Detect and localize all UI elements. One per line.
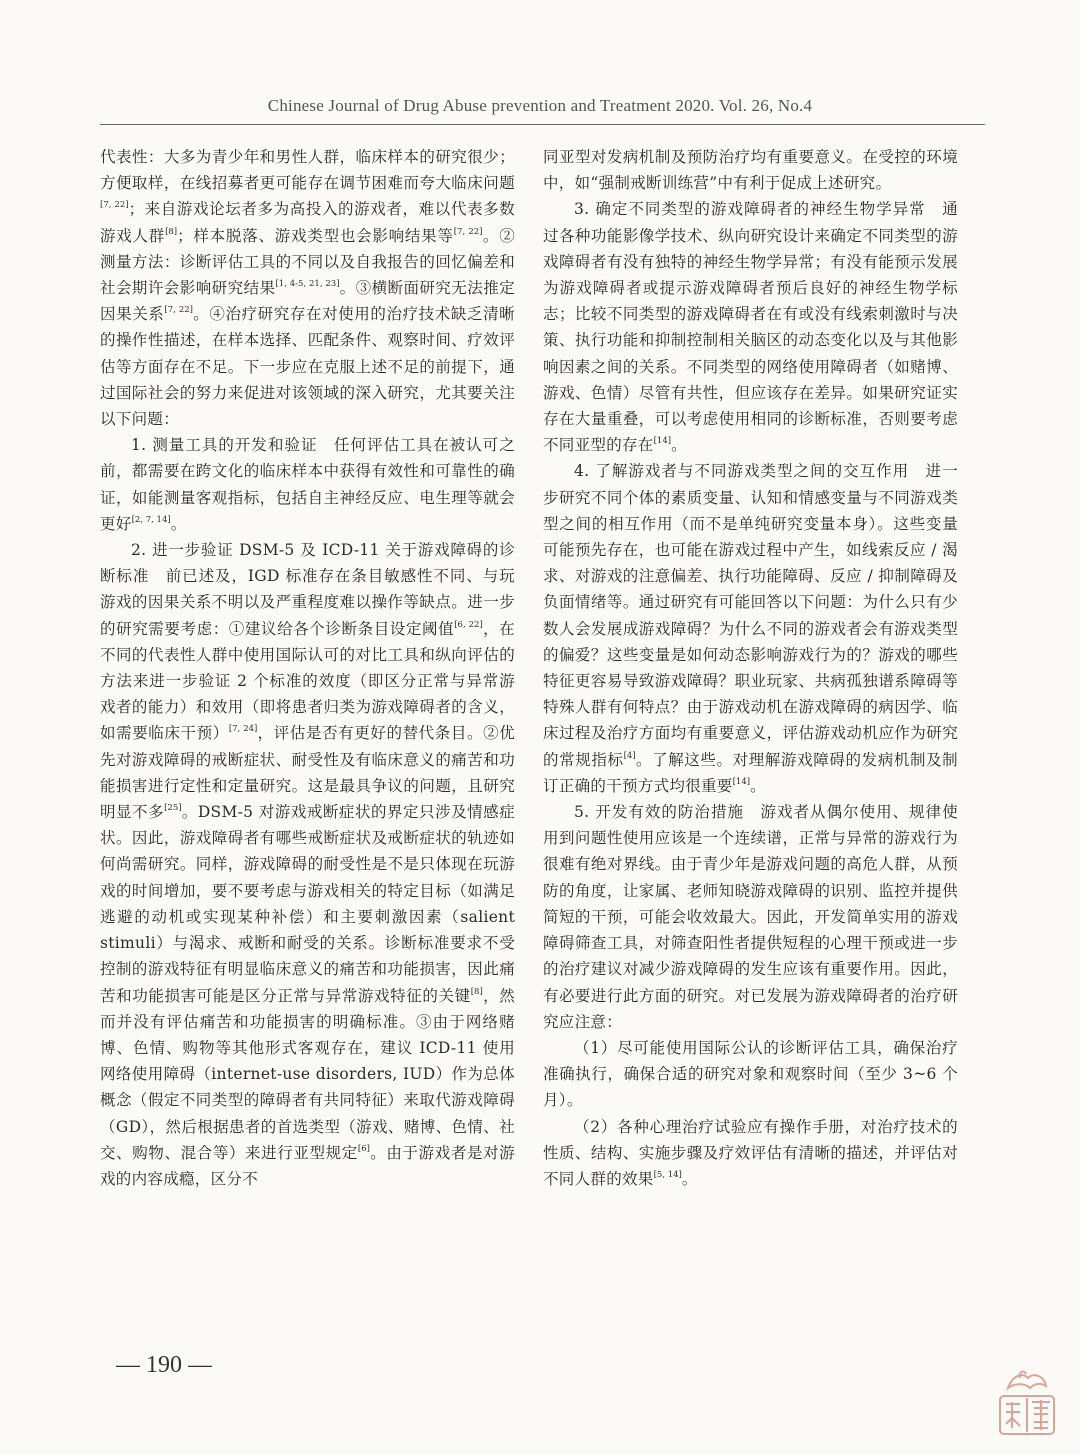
page-number: — 190 — bbox=[116, 1352, 212, 1378]
citation: [14] bbox=[732, 776, 751, 787]
paragraph: （2）各种心理治疗试验应有操作手册，对治疗技术的性质、结构、实施步骤及疗效评估有清晰的描述，并评估对不同人群的效果[5, 14]。 bbox=[543, 1117, 958, 1188]
citation: [6] bbox=[357, 1143, 370, 1154]
paragraph: 同亚型对发病机制及预防治疗均有重要意义。在受控的环境中，如“强制戒断训练营”中有利于促成上述研究。 bbox=[543, 148, 958, 193]
paragraph: （1）尽可能使用国际公认的诊断评估工具，确保治疗准确执行，确保合适的研究对象和观察时间（至少 3~6 个月）。 bbox=[543, 1038, 958, 1110]
citation: [8] bbox=[470, 986, 483, 997]
right-column bbox=[543, 144, 958, 1192]
paragraph: 5. 开发有效的防治措施 游戏者从偶尔使用、规律使用到问题性使用应该是一个连续谱，正常与异常的游戏行为很难有绝对界线。由于青少年是游戏问题的高危人群，从预防的角度，让家属、老师知晓游戏障碍的识别、监控并提供简短的干预，可能会收效最大。因此，开发简单实用的游戏障碍筛查工具，对筛查阳性者提供短程的心理干预或进一步的治疗建议对减少游戏障碍的发生应该有重要作用。因此，有必要进行此方面的研究。对已发展为游戏障碍者的治疗研究应注意： bbox=[543, 803, 958, 1031]
citation: [6, 22] bbox=[454, 619, 483, 630]
paragraph: 3. 确定不同类型的游戏障碍者的神经生物学异常 通过各种功能影像学技术、纵向研究设计来确定不同类型的游戏障碍者有没有独特的神经生物学异常；有没有能预示发展为游戏障碍者或提示游戏障碍者预后良好的神经生物学标志；比较不同类型的游戏障碍者在有或没有线索刺激时与决策、执行功能和抑制控制相关脑区的动态变化以及与其他影响因素之间的关系。不同类型的网络使用障碍者（如赌博、游戏、色情）尽管有共性，但应该存在差异。如果研究证实存在大量重叠，可以考虑使用相同的诊断标准，否则要考虑不同亚型的存在[14]。 bbox=[543, 200, 958, 455]
paragraph: 2. 进一步验证 DSM-5 及 ICD-11 关于游戏障碍的诊断标准 前已述及，IGD 标准存在条目敏感性不同、与玩游戏的因果关系不明以及严重程度难以操作等缺点。进一步的研究需要考虑：①建议给各个诊断条目设定阈值[6, 22]，在不同的代表性人群中使用国际认可的对比工具和纵向评估的方法来进一步验证 2 个标准的效度（即区分正常与异常游戏者的能力）和效用（即将患者归类为游戏障碍者的含义，如需要临床干预）[7, 24]，评估是否有更好的替代条目。②优先对游戏障碍的戒断症状、耐受性及有临床意义的痛苦和功能损害进行定性和定量研究。这是最具争议的问题，且研究明显不多[25]。DSM-5 对游戏戒断症状的界定只涉及情感症状。因此，游戏障碍者有哪些戒断症状及戒断症状的轨迹如何尚需研究。同样，游戏障碍的耐受性是不是只体现在玩游戏的时间增加，要不要考虑与游戏相关的特定目标（如满足逃避的动机或实现某种补偿）和主要刺激因素（salient stimuli）与渴求、戒断和耐受的关系。诊断标准要求不受控制的游戏特征有明显临床意义的痛苦和功能损害，因此痛苦和功能损害可能是区分正常与异常游戏特征的关键[8]，然而并没有评估痛苦和功能损害的明确标准。③由于网络赌博、色情、购物等其他形式客观存在，建议 ICD-11 使用网络使用障碍（internet-use disorders, IUD）作为总体概念（假定不同类型的障碍者有共同特征）来取代游戏障碍（GD），然后根据患者的首选类型（游戏、赌博、色情、社交、购物、混合等）来进行亚型规定[6]。由于游戏者是对游戏的内容成瘾，区分不 bbox=[100, 541, 516, 1188]
citation: [5, 14] bbox=[653, 1169, 682, 1180]
seal-stamp-icon bbox=[990, 1366, 1062, 1438]
citation: [4] bbox=[623, 750, 636, 761]
paragraph: 代表性：大多为青少年和男性人群，临床样本的研究很少；方便取样，在线招募者更可能存在调节困难而夸大临床问题[7, 22]；来自游戏论坛者多为高投入的游戏者，难以代表多数游戏人群[8]；样本脱落、游戏类型也会影响结果等[7, 22]。②测量方法：诊断评估工具的不同以及自我报告的回忆偏差和社会期许会影响研究结果[1, 4-5, 21, 23]。③横断面研究无法推定因果关系[7, 22]。④治疗研究存在对使用的治疗技术缺乏清晰的操作性描述，在样本选择、匹配条件、观察时间、疗效评估等方面存在不足。下一步应在克服上述不足的前提下，通过国际社会的努力来促进对该领域的深入研究，尤其要关注以下问题： bbox=[100, 148, 515, 429]
paragraph: 1. 测量工具的开发和验证 任何评估工具在被认可之前，都需要在跨文化的临床样本中获得有效性和可靠性的确证，如能测量客观指标，包括自主神经反应、电生理等就会更好[2, 7, 14]。 bbox=[100, 436, 515, 533]
paragraph: 4. 了解游戏者与不同游戏类型之间的交互作用 进一步研究不同个体的素质变量、认知和情感变量与不同游戏类型之间的相互作用（而不是单纯研究变量本身）。这些变量可能预先存在，也可能在游戏过程中产生，如线索反应 / 渴求、对游戏的注意偏差、执行功能障碍、反应 / 抑制障碍及负面情绪等。通过研究有可能回答以下问题：为什么只有少数人会发展成游戏障碍？为什么不同的游戏者会有游戏类型的偏爱？这些变量是如何动态影响游戏行为的？游戏的哪些特征更容易导致游戏障碍？职业玩家、共病孤独谱系障碍等特殊人群有何特点？由于游戏动机在游戏障碍的病因学、临床过程及治疗方面均有重要意义，评估游戏动机应作为研究的常规指标[4]。了解这些。对理解游戏障碍的发病机制及制订正确的干预方式均很重要[14]。 bbox=[543, 462, 958, 795]
citation: [7, 22] bbox=[100, 200, 129, 211]
citation: [7, 24] bbox=[228, 724, 258, 735]
citation: [7, 22] bbox=[164, 305, 193, 316]
left-column bbox=[100, 144, 515, 1192]
citation: [8] bbox=[165, 226, 178, 237]
citation: [2, 7, 14] bbox=[131, 514, 171, 525]
header-rule bbox=[100, 124, 985, 125]
citation: [14] bbox=[653, 436, 672, 447]
citation: [25] bbox=[164, 803, 182, 814]
citation: [7, 22] bbox=[453, 226, 483, 237]
citation: [1, 4-5, 21, 23] bbox=[275, 279, 340, 290]
running-header: Chinese Journal of Drug Abuse prevention and Treatment 2020. Vol. 26, No.4 bbox=[267, 96, 813, 115]
